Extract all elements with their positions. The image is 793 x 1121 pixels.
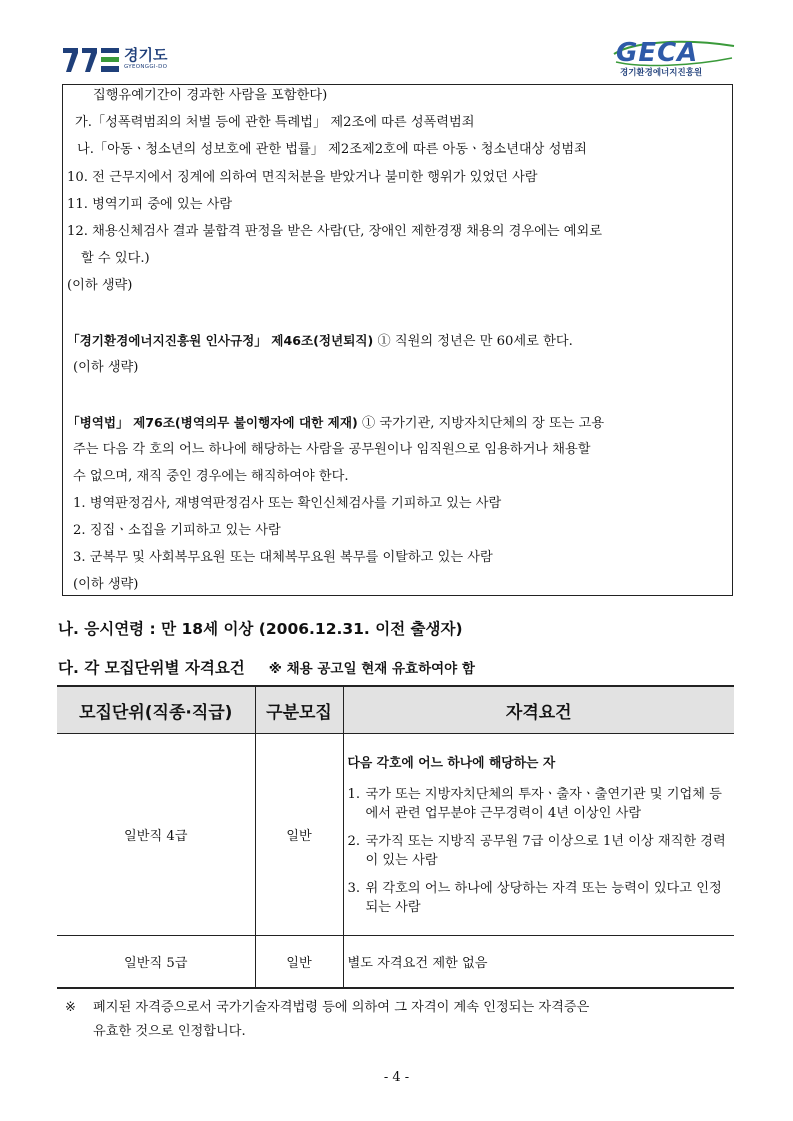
box-line: 12. 채용신체검사 결과 불합격 판정을 받은 사람(단, 장애인 제한경쟁 채용의 경우에는 예외로 bbox=[67, 224, 603, 239]
box-line: 집행유예기간이 경과한 사람을 포함한다) bbox=[93, 88, 328, 103]
logo-korean-text: 경기도 bbox=[124, 46, 168, 64]
qualification-item-text: 국가직 또는 지방직 공무원 7급 이상으로 1년 이상 재직한 경력이 있는 사람 bbox=[365, 834, 726, 868]
footnote-mark: ※ bbox=[65, 1000, 77, 1015]
rule46-line bbox=[67, 332, 573, 351]
table-row bbox=[57, 734, 734, 936]
cell-type: 일반 bbox=[255, 734, 343, 936]
law76-line bbox=[67, 414, 604, 433]
legal-excerpt-box bbox=[62, 84, 733, 596]
qualification-item-text: 국가 또는 지방자치단체의 투자ㆍ출자ㆍ출연기관 및 기업체 등에서 관련 업무분야 근무경력이 4년 이상인 사람 bbox=[365, 787, 722, 821]
footnote-line-2: 유효한 것으로 인정합니다. bbox=[93, 1024, 246, 1039]
box-line: 할 수 있다.) bbox=[81, 251, 150, 266]
qualification-item bbox=[348, 832, 729, 870]
section-qualification-note: ※ 채용 공고일 현재 유효하여야 함 bbox=[268, 661, 475, 677]
geca-logo bbox=[612, 38, 738, 84]
law76-omit: (이하 생략) bbox=[73, 577, 139, 592]
section-age-heading: 나. 응시연령 : 만 18세 이상 (2006.12.31. 이전 출생자) bbox=[58, 620, 463, 638]
box-line: 가.「성폭력범죄의 처벌 등에 관한 특례법」 제2조에 따른 성폭력범죄 bbox=[75, 115, 475, 130]
qualification-item-number: 3. bbox=[347, 881, 361, 896]
box-line: 10. 전 근무지에서 징계에 의하여 면직처분을 받았거나 불미한 행위가 있었던 사람 bbox=[67, 170, 538, 185]
geca-subtitle: 경기환경에너지진흥원 bbox=[620, 68, 703, 78]
section-qualification-title: 다. 각 모집단위별 자격요건 bbox=[58, 659, 245, 677]
cell-qualification bbox=[343, 734, 734, 936]
law76-item: 2. 징집ㆍ소집을 기피하고 있는 사람 bbox=[73, 523, 281, 538]
qualification-item-text: 위 각호의 어느 하나에 상당하는 자격 또는 능력이 있다고 인정되는 사람 bbox=[365, 881, 722, 915]
table-row bbox=[57, 936, 734, 988]
law76-text1: ① 국가기관, 지방자치단체의 장 또는 고용 bbox=[361, 416, 605, 431]
law76-item: 1. 병역판정검사, 재병역판정검사 또는 확인신체검사를 기피하고 있는 사람 bbox=[73, 496, 502, 511]
qualification-heading: 다음 각호에 어느 하나에 해당하는 자 bbox=[347, 756, 556, 771]
rule46-omit: (이하 생략) bbox=[73, 360, 139, 375]
qualification-item bbox=[348, 785, 729, 823]
logo-english-text: GYEONGGI-DO bbox=[124, 64, 168, 70]
rule46-text: ① 직원의 정년은 만 60세로 한다. bbox=[377, 334, 573, 349]
section-qualification-heading bbox=[58, 656, 475, 678]
law76-title: 「병역법」 제76조(병역의무 불이행자에 대한 제재) bbox=[67, 415, 358, 430]
qualification-table bbox=[57, 685, 734, 989]
cell-unit: 일반직 5급 bbox=[57, 936, 255, 988]
geca-brand-text: GECA bbox=[616, 38, 699, 68]
cell-unit: 일반직 4급 bbox=[57, 734, 255, 936]
gyeonggi-do-logo bbox=[62, 44, 212, 76]
box-line: 나.「아동ㆍ청소년의 성보호에 관한 법률」 제2조제2호에 따른 아동ㆍ청소년대상 성범죄 bbox=[77, 142, 587, 157]
rule46-title: 「경기환경에너지진흥원 인사규정」 제46조(정년퇴직) bbox=[67, 333, 374, 348]
header-unit: 모집단위(직종·직급) bbox=[57, 686, 255, 734]
gyeonggi-do-mark-icon bbox=[62, 46, 120, 74]
footnote-line-1: 폐지된 자격증으로서 국가기술자격법령 등에 의하여 그 자격이 계속 인정되는 자격증은 bbox=[93, 1000, 590, 1015]
qualification-item bbox=[348, 879, 729, 917]
header-type: 구분모집 bbox=[255, 686, 343, 734]
law76-text2: 주는 다음 각 호의 어느 하나에 해당하는 사람을 공무원이나 임직원으로 임용하거나 채용할 bbox=[73, 442, 591, 457]
page-number: - 4 - bbox=[383, 1070, 410, 1085]
law76-item: 3. 군복무 및 사회복무요원 또는 대체복무요원 복무를 이탈하고 있는 사람 bbox=[73, 550, 493, 565]
law76-text3: 수 없으며, 재직 중인 경우에는 해직하여야 한다. bbox=[73, 469, 349, 484]
box-line: (이하 생략) bbox=[67, 278, 133, 293]
qualification-item-number: 2. bbox=[347, 834, 361, 849]
cell-qualification: 별도 자격요건 제한 없음 bbox=[343, 936, 734, 988]
cell-type: 일반 bbox=[255, 936, 343, 988]
table-header-row bbox=[57, 686, 734, 734]
box-line: 11. 병역기피 중에 있는 사람 bbox=[67, 197, 233, 212]
qualification-item-number: 1. bbox=[347, 787, 361, 802]
header-qualification: 자격요건 bbox=[343, 686, 734, 734]
